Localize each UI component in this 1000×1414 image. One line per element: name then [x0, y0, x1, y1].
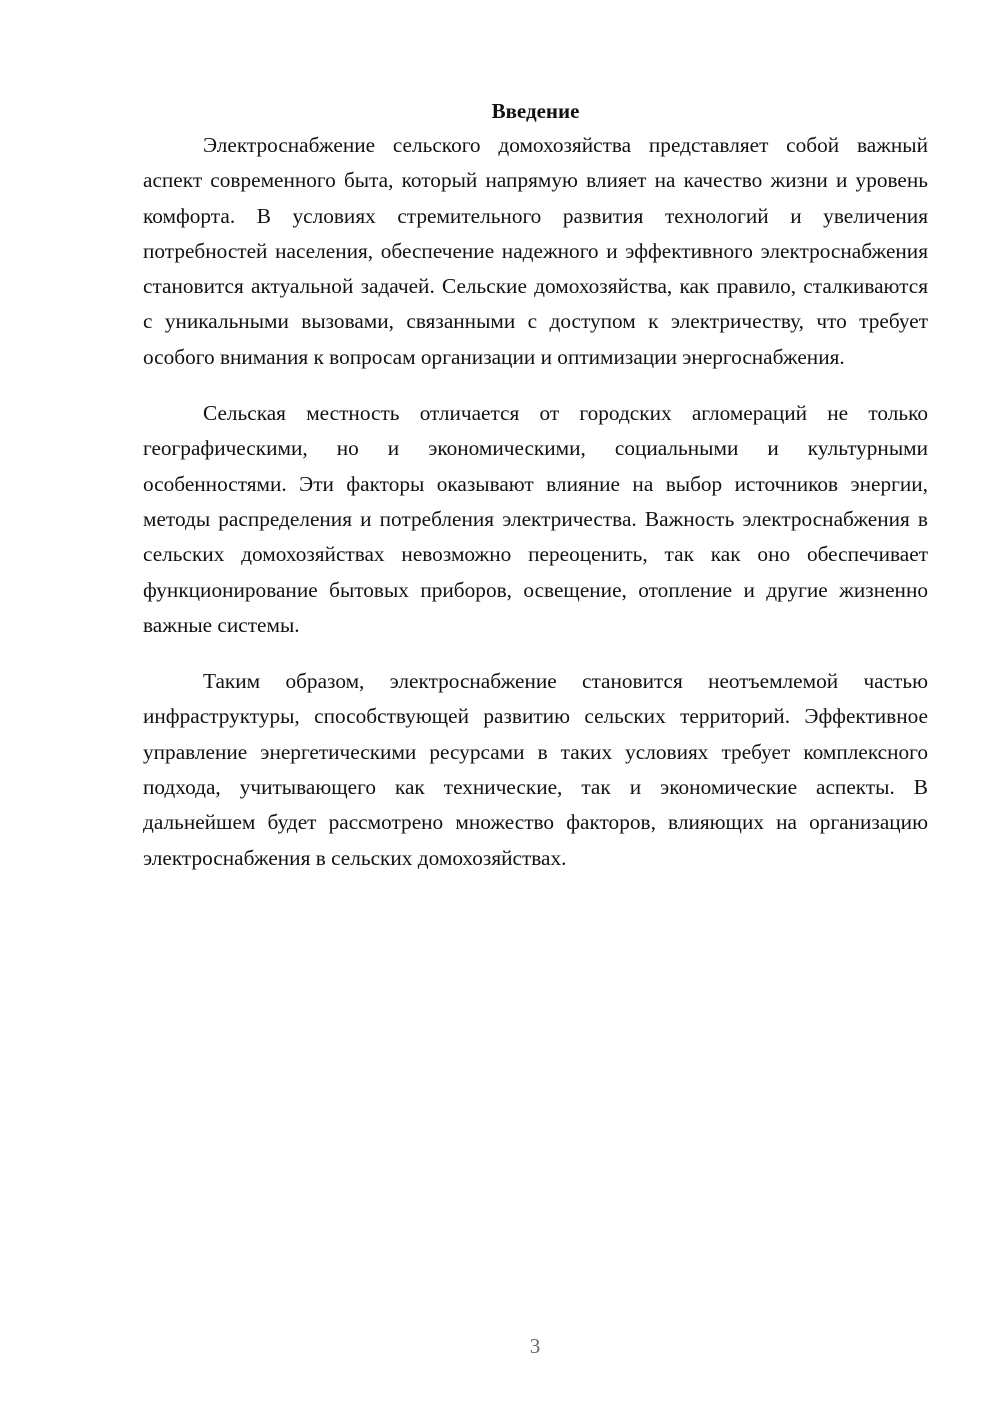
page-content: [143, 96, 928, 897]
paragraph-3: Таким образом, электроснабжение становится неотъемлемой частью инфраструктуры, способствующей развитию сельских территорий. Эффективное управление энергетическими ресурсами в таких условиях требует комплексного подхода, учитывающего как технические, так и экономические аспекты. В дальнейшем будет рассмотрено множество факторов, влияющих на организацию электроснабжения в сельских домохозяйствах.: [143, 669, 928, 870]
page-number: 3: [529, 1334, 541, 1358]
paragraph-2: Сельская местность отличается от городских агломераций не только географическими, но и экономическими, социальными и культурными особенностями. Эти факторы оказывают влияние на выбор источников энергии, методы распределения и потребления электричества. Важность электроснабжения в сельских домохозяйствах невозможно переоценить, так как оно обеспечивает функционирование бытовых приборов, освещение, отопление и другие жизненно важные системы.: [143, 401, 928, 637]
paragraph-1: Электроснабжение сельского домохозяйства представляет собой важный аспект современного быта, который напрямую влияет на качество жизни и уровень комфорта. В условиях стремительного развития технологий и увеличения потребностей населения, обеспечение надежного и эффективного электроснабжения становится актуальной задачей. Сельские домохозяйства, как правило, сталкиваются с уникальными вызовами, связанными с доступом к электричеству, что требует особого внимания к вопросам организации и оптимизации энергоснабжения.: [143, 133, 928, 369]
section-heading: Введение: [491, 99, 580, 123]
